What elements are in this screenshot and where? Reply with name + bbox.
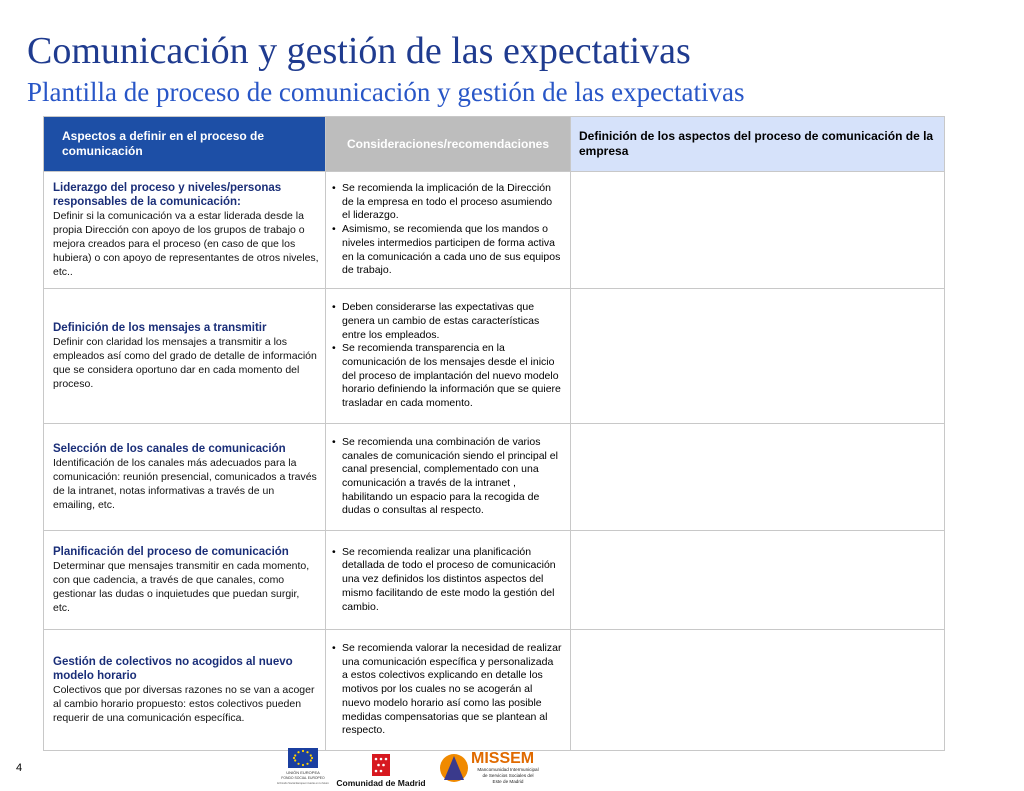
table-row	[44, 289, 945, 424]
definition-cell[interactable]	[571, 172, 945, 289]
table-row	[44, 424, 945, 531]
madrid-flag-icon	[372, 754, 390, 776]
eu-caption-1: UNIÓN EUROPEA	[286, 770, 320, 775]
page-title: Comunicación y gestión de las expectativas	[27, 30, 691, 72]
missem-caption-2: de Servicios Sociales del	[482, 773, 534, 778]
missem-logo-text: MISSEM	[471, 750, 535, 767]
eu-caption-3: El Fondo Social Europeo invierte en tu futuro	[277, 782, 329, 785]
aspect-heading: Definición de los mensajes a transmitir	[53, 322, 267, 334]
table-header-row	[44, 117, 945, 172]
table-row	[44, 172, 945, 289]
column-header-definition: Definición de los aspectos del proceso de comunicación de la empresa	[571, 117, 945, 172]
table-row	[44, 630, 945, 751]
considerations-cell	[326, 630, 571, 751]
missem-logo	[438, 746, 548, 791]
consideration-item: • Se recomienda una combinación de varios canales de comunicación siendo el principal el canal presencial, complementado con una comunicación a través de la intranet , habilitando un espacio para la recogida de dudas o consultas al respecto.	[330, 436, 562, 518]
comunidad-madrid-logo	[334, 746, 434, 791]
missem-caption-1: Mancomunidad Intermunicipal	[477, 767, 539, 772]
definition-cell[interactable]	[571, 289, 945, 424]
definition-cell[interactable]	[571, 424, 945, 531]
missem-caption-3: Este de Madrid	[492, 779, 524, 784]
consideration-item: • Se recomienda realizar una planificación detallada de todo el proceso de comunicación una vez definidos los distintos aspectos del mismo facilitando de este modo la gestión del cambio.	[330, 546, 562, 615]
considerations-cell	[326, 172, 571, 289]
definition-cell[interactable]	[571, 630, 945, 751]
consideration-item: • Deben considerarse las expectativas que genera un cambio de estas características entre los empleados.	[330, 301, 562, 342]
consideration-item: • Asimismo, se recomienda que los mandos o niveles intermedios participen de forma activa en la comunicación a cada uno de sus equipos de trabajo.	[330, 223, 562, 278]
considerations-cell	[326, 531, 571, 630]
aspect-description: Definir con claridad los mensajes a transmitir a los empleados así como del grado de detalle de información que se considera oportuno dar en cada momento del proceso.	[53, 336, 317, 390]
consideration-item: • Se recomienda transparencia en la comunicación de los mensajes desde el inicio del proceso de implantación del nuevo modelo horario definiendo la información que se quiere trasladar en cada momento.	[330, 342, 562, 411]
aspect-description: Colectivos que por diversas razones no se van a acoger al cambio horario propuesto: estos colectivos pueden requerir de una comunicación específica.	[53, 684, 315, 724]
consideration-item: • Se recomienda la implicación de la Dirección de la empresa en todo el proceso asumiendo el liderazgo.	[330, 182, 562, 223]
aspect-heading: Liderazgo del proceso y niveles/personas responsables de la comunicación:	[53, 182, 282, 208]
column-header-aspects: Aspectos a definir en el proceso de comunicación	[44, 117, 326, 172]
definition-cell[interactable]	[571, 531, 945, 630]
aspect-heading: Planificación del proceso de comunicación	[53, 546, 289, 558]
aspect-cell	[44, 172, 326, 289]
consideration-item: • Se recomienda valorar la necesidad de realizar una comunicación específica y personalizada a estos colectivos explicando en detalle los motivos por los cuales no se acogerán al nuevo modelo horario así como las posible medidas compensatorias que se plantean al respecto.	[330, 642, 562, 738]
page-subtitle: Plantilla de proceso de comunicación y gestión de las expectativas	[27, 77, 745, 107]
aspect-cell	[44, 424, 326, 531]
aspect-heading: Selección de los canales de comunicación	[53, 443, 286, 455]
considerations-cell	[326, 289, 571, 424]
aspect-description: Identificación de los canales más adecuados para la comunicación: reunión presencial, comunicados a través de la intranet, notas informativas a través de un emailing, etc.	[53, 457, 317, 511]
eu-caption-2: FONDO SOCIAL EUROPEO	[281, 776, 325, 780]
eu-flag-logo	[276, 746, 336, 791]
aspect-description: Determinar que mensajes transmitir en cada momento, con que cadencia, a través de que canales, como gestionar las dudas o inquietudes que puedan surgir, etc.	[53, 560, 310, 614]
aspect-description: Definir si la comunicación va a estar liderada desde la propia Dirección con apoyo de los grupos de trabajo o mejora creados para el proceso (en caso de que los hubiera) o con apoyo de representantes de otros niveles, etc..	[53, 210, 319, 278]
page-number: 4	[16, 762, 23, 774]
aspect-cell	[44, 289, 326, 424]
column-header-considerations: Consideraciones/recomendaciones	[326, 117, 571, 172]
considerations-cell	[326, 424, 571, 531]
madrid-logo-text: Comunidad de Madrid	[336, 778, 426, 788]
aspect-cell	[44, 630, 326, 751]
table-row	[44, 531, 945, 630]
communication-template-table	[43, 116, 945, 751]
aspect-cell	[44, 531, 326, 630]
aspect-heading: Gestión de colectivos no acogidos al nuevo modelo horario	[53, 656, 293, 682]
